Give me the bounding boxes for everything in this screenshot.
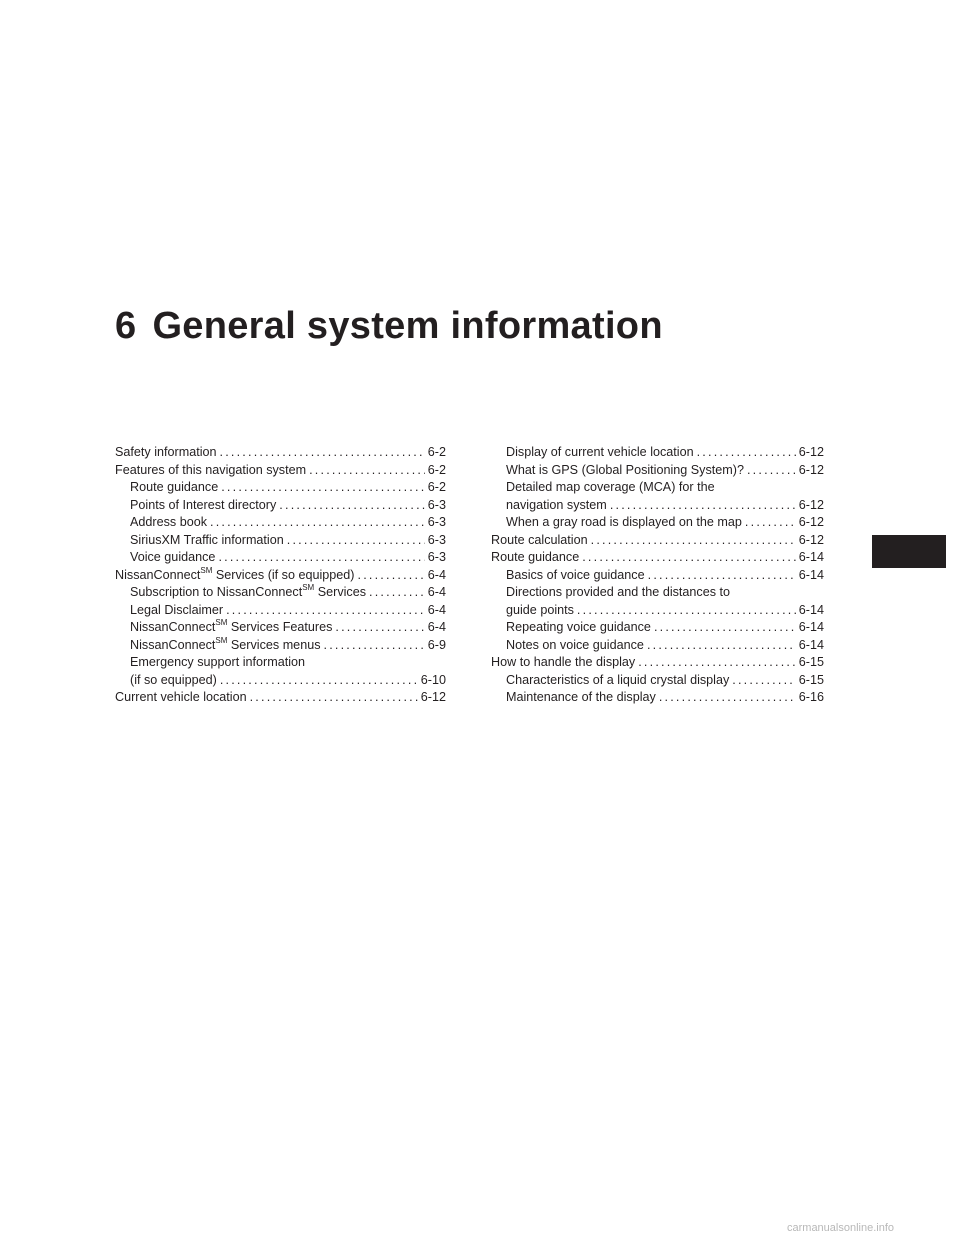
- toc-page-number: 6-12: [798, 515, 824, 529]
- toc-entry-label-text: NissanConnect: [130, 637, 216, 652]
- toc-entry[interactable]: [491, 479, 824, 514]
- toc-entry[interactable]: [115, 532, 446, 550]
- toc-page-number: 6-15: [798, 672, 824, 687]
- dot-leader: [577, 602, 796, 620]
- toc-entry-label: Characteristics of a liquid crystal display: [506, 672, 730, 687]
- toc-entry-label: Route calculation: [491, 532, 588, 547]
- toc-entry-label-line1: Directions provided and the distances to: [506, 585, 731, 599]
- dot-leader: [279, 497, 425, 515]
- toc-page-number: 6-14: [798, 602, 824, 617]
- toc-entry-label: [130, 637, 321, 655]
- toc-entry-label: Legal Disclaimer: [130, 602, 224, 617]
- toc-page-number: 6-12: [798, 497, 824, 512]
- dot-leader: [358, 567, 425, 585]
- dot-leader: [226, 602, 425, 620]
- toc-entry-label: (if so equipped): [130, 672, 217, 687]
- toc-entry-label-text: Services (if so equipped): [212, 567, 355, 582]
- toc-entry-label-line1: Detailed map coverage (MCA) for the: [506, 480, 715, 494]
- toc-entry[interactable]: [491, 672, 824, 690]
- toc-entry[interactable]: [491, 689, 824, 707]
- service-mark: SM: [215, 618, 228, 627]
- toc-page-number: 6-15: [798, 655, 824, 669]
- toc-entry-label: Points of Interest directory: [130, 497, 277, 512]
- toc-page-number: 6-4: [427, 567, 446, 582]
- dot-leader: [732, 672, 796, 690]
- toc-entry-label: How to handle the display: [491, 655, 636, 669]
- toc-entry[interactable]: [115, 637, 446, 655]
- toc-page-number: 6-12: [798, 532, 824, 547]
- toc-entry[interactable]: [491, 637, 824, 655]
- toc-page-number: 6-14: [798, 567, 824, 582]
- dot-leader: [210, 514, 425, 532]
- toc-entry[interactable]: [491, 549, 824, 567]
- toc-page-number: 6-4: [427, 602, 446, 617]
- chapter-name: General system information: [152, 305, 663, 347]
- service-mark: SM: [215, 635, 228, 645]
- toc-right-column: [491, 444, 824, 707]
- chapter-title: [115, 305, 663, 348]
- dot-leader: [218, 549, 424, 567]
- toc-page-number: 6-4: [427, 620, 446, 634]
- toc-entry-label: Route guidance: [491, 550, 580, 564]
- toc-entry[interactable]: [115, 479, 446, 497]
- dot-leader: [369, 584, 425, 602]
- toc-entry[interactable]: [491, 462, 824, 480]
- toc-entry-label: What is GPS (Global Positioning System)?: [506, 462, 744, 477]
- toc-entry-label: [115, 567, 355, 585]
- toc-entry-label: Maintenance of the display: [506, 690, 656, 704]
- dot-leader: [324, 637, 425, 655]
- dot-leader: [250, 689, 418, 707]
- toc-entry[interactable]: [491, 567, 824, 585]
- toc-entry-label: Display of current vehicle location: [506, 445, 694, 459]
- dot-leader: [221, 479, 425, 497]
- toc-page-number: 6-3: [427, 497, 446, 512]
- dot-leader: [638, 654, 796, 672]
- toc-entry-label: Basics of voice guidance: [506, 567, 645, 582]
- toc-entry[interactable]: [115, 549, 446, 567]
- service-mark: SM: [302, 583, 315, 592]
- toc-page-number: 6-14: [798, 550, 824, 564]
- toc-left-column: [115, 444, 446, 707]
- toc-entry-label: Current vehicle location: [115, 690, 247, 704]
- toc-entry[interactable]: [115, 602, 446, 620]
- toc-page-number: 6-4: [427, 585, 446, 599]
- toc-entry-label: When a gray road is displayed on the map: [506, 515, 742, 529]
- toc-entry-label-text: Services Features: [227, 620, 333, 634]
- toc-page-number: 6-3: [427, 550, 446, 564]
- toc-page-number: 6-14: [798, 637, 824, 652]
- toc-entry-label-text: Services: [314, 585, 367, 599]
- toc-entry[interactable]: [115, 619, 446, 637]
- toc-entry-label-text: NissanConnect: [130, 620, 216, 634]
- toc-page-number: 6-2: [427, 445, 446, 459]
- dot-leader: [591, 532, 796, 550]
- toc-entry[interactable]: [491, 619, 824, 637]
- toc-entry[interactable]: [491, 444, 824, 462]
- dot-leader: [648, 567, 796, 585]
- toc-entry[interactable]: [115, 584, 446, 602]
- toc-page-number: 6-9: [427, 637, 446, 652]
- toc-entry-label-text: Services menus: [227, 637, 321, 652]
- dot-leader: [659, 689, 796, 707]
- dot-leader: [745, 514, 796, 532]
- toc-entry-label: [130, 619, 332, 637]
- toc-page-number: 6-3: [427, 515, 446, 529]
- dot-leader: [287, 532, 425, 550]
- toc-entry[interactable]: [115, 497, 446, 515]
- toc-page-number: 6-10: [420, 672, 446, 687]
- toc-entry-label: Route guidance: [130, 480, 219, 494]
- dot-leader: [654, 619, 796, 637]
- toc-entry-label-line1: Emergency support information: [130, 655, 305, 669]
- chapter-number: 6: [115, 305, 137, 347]
- toc-entry[interactable]: [491, 514, 824, 532]
- service-mark: SM: [200, 565, 213, 575]
- toc-entry-label: [130, 584, 366, 602]
- toc-entry-label: Features of this navigation system: [115, 462, 307, 477]
- dot-leader: [309, 462, 425, 480]
- toc-page-number: 6-12: [798, 462, 824, 477]
- toc-entry-label-text: NissanConnect: [115, 567, 201, 582]
- toc-entry[interactable]: [491, 584, 824, 619]
- toc-page-number: 6-12: [798, 445, 824, 459]
- toc-page-number: 6-3: [427, 532, 446, 547]
- toc-entry-label-text: Subscription to NissanConnect: [130, 585, 303, 599]
- dot-leader: [220, 444, 425, 462]
- dot-leader: [747, 462, 796, 480]
- toc-page-number: 6-14: [798, 620, 824, 634]
- toc-page-number: 6-12: [420, 690, 446, 704]
- toc-entry-label: Address book: [130, 515, 208, 529]
- toc-page-number: 6-16: [798, 690, 824, 704]
- dot-leader: [610, 497, 796, 515]
- toc-entry-label: SiriusXM Traffic information: [130, 532, 284, 547]
- toc-entry[interactable]: [491, 654, 824, 672]
- toc-entry-label: Repeating voice guidance: [506, 620, 651, 634]
- toc-entry[interactable]: [115, 444, 446, 462]
- toc-entry[interactable]: [491, 532, 824, 550]
- toc-entry-label: Voice guidance: [130, 550, 216, 564]
- toc-page-number: 6-2: [427, 480, 446, 494]
- toc-entry[interactable]: [115, 462, 446, 480]
- dot-leader: [582, 549, 796, 567]
- chapter-thumb-tab: [872, 535, 946, 568]
- toc-entry-label: Notes on voice guidance: [506, 637, 644, 652]
- toc-entry[interactable]: [115, 689, 446, 707]
- dot-leader: [335, 619, 424, 637]
- dot-leader: [697, 444, 796, 462]
- toc-page-number: 6-2: [427, 462, 446, 477]
- toc-entry-label: navigation system: [506, 497, 607, 512]
- toc-entry-label: guide points: [506, 602, 574, 617]
- toc-entry[interactable]: [115, 654, 446, 689]
- toc-entry[interactable]: [115, 567, 446, 585]
- dot-leader: [220, 672, 418, 690]
- toc-entry[interactable]: [115, 514, 446, 532]
- toc-entry-label: Safety information: [115, 445, 217, 459]
- dot-leader: [647, 637, 796, 655]
- watermark: carmanualsonline.info: [787, 1222, 895, 1234]
